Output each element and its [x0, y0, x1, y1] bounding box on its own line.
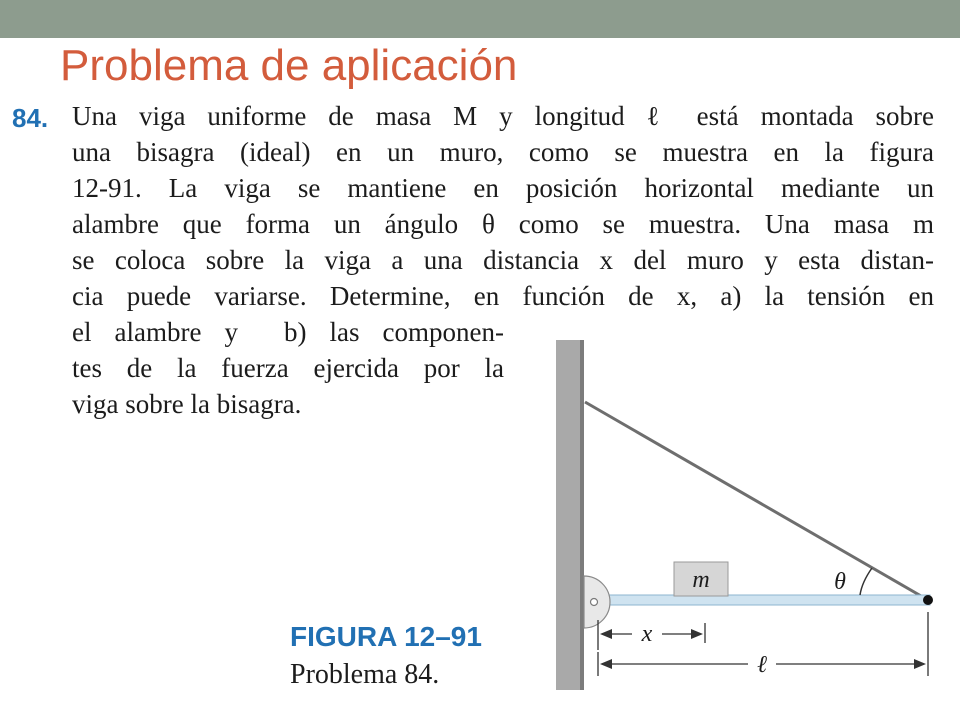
top-bar: [0, 0, 960, 38]
problem-text-line: cia puede variarse. Determine, en función de x, a) la tensión en: [72, 281, 934, 311]
length-label: ℓ: [757, 652, 767, 678]
hinge-pin: [591, 599, 598, 606]
problem-text-line: se coloca sobre la viga a una distancia x del muro y esta distan-: [72, 245, 934, 275]
mass-label: m: [692, 567, 710, 593]
wire: [585, 402, 928, 600]
problem-text-line: una bisagra (ideal) en un muro, como se muestra en la figura: [72, 137, 934, 167]
problem-number: 84.: [12, 103, 49, 133]
angle-label: θ: [834, 569, 846, 595]
problem-text-line: 12-91. La viga se mantiene en posición horizontal mediante un: [72, 173, 934, 203]
x-dim-arrow-left: [600, 629, 612, 639]
problem-text-line: Una viga uniforme de masa M y longitud ℓ está montada sobre: [72, 101, 934, 131]
length-dim-arrow-left: [600, 659, 612, 669]
figure-caption-title: FIGURA 12–91: [290, 621, 482, 652]
problem-text-line: alambre que forma un ángulo θ como se muestra. Una masa m: [72, 209, 934, 239]
wall: [556, 340, 584, 690]
length-dim-arrow-right: [914, 659, 926, 669]
wall-edge: [580, 340, 584, 690]
beam-end-point: [923, 595, 933, 605]
figure-caption-subtitle: Problema 84.: [290, 659, 440, 690]
angle-arc: [860, 568, 872, 595]
x-label: x: [641, 621, 653, 647]
beam: [600, 595, 930, 605]
slide-title: Problema de aplicación: [60, 41, 518, 90]
problem-text-line: tes de la fuerza ejercida por la: [72, 353, 504, 383]
problem-text-line: viga sobre la bisagra.: [72, 389, 302, 419]
beam-figure: [540, 330, 940, 692]
problem-text-line: el alambre y b) las componen-: [72, 317, 504, 347]
x-dim-arrow-right: [691, 629, 703, 639]
